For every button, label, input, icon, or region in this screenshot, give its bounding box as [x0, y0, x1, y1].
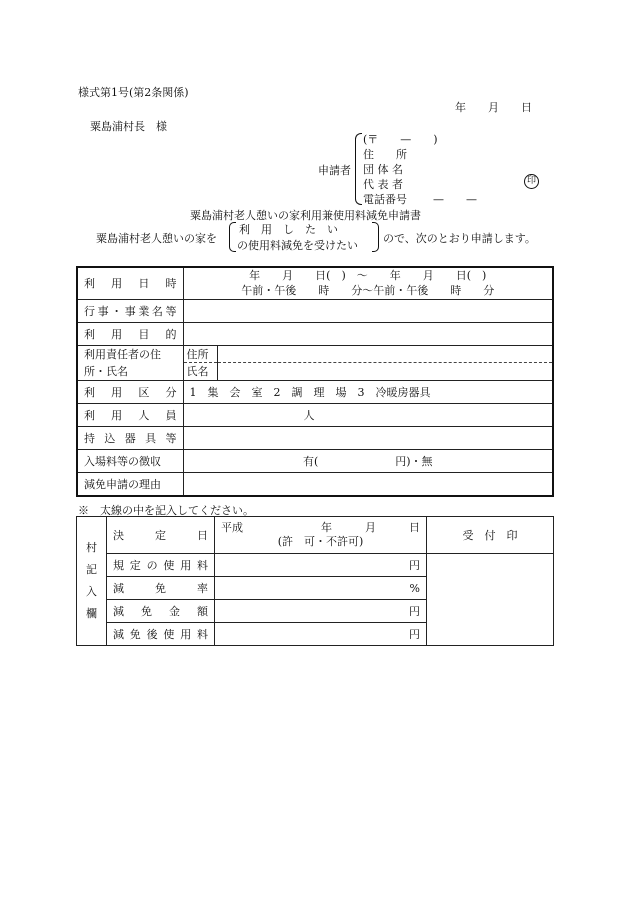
- applicant-brace: [355, 133, 362, 205]
- standard-fee-field[interactable]: 円: [215, 554, 427, 577]
- label-admission-fee: 入場料等の徴収: [77, 449, 183, 472]
- usage-datetime-field[interactable]: [183, 267, 553, 299]
- rep-label: 代 表 者: [363, 178, 403, 191]
- intro-option-use: 利 用 し た い: [239, 223, 338, 236]
- label-usage-datetime: 利 用 日 時: [77, 267, 183, 299]
- label-reduction-reason: 減免申請の理由: [77, 472, 183, 496]
- phone-label: 電話番号: [363, 193, 407, 206]
- responsible-address-field[interactable]: [217, 345, 553, 363]
- row-decision-date: [77, 517, 554, 554]
- intro-option-reduction: の使用料減免を受けたい: [237, 239, 358, 252]
- row-event-name: [77, 299, 553, 322]
- event-name-field[interactable]: [183, 299, 553, 322]
- org-label: 団 体 名: [363, 163, 403, 176]
- decision-date: 年 月 日: [321, 521, 420, 534]
- stamp-area: [427, 554, 554, 646]
- label-reduction-amount: 減 免 金 額: [107, 600, 215, 623]
- row-reduction-reason: [77, 472, 553, 496]
- addressee: 粟島浦村長 様: [90, 120, 167, 133]
- attendance-field[interactable]: 人: [183, 403, 553, 426]
- sub-label-address: 住所: [183, 345, 217, 363]
- side-char-1: 村: [86, 541, 97, 554]
- responsible-name-field[interactable]: [217, 363, 553, 381]
- reduction-reason-field[interactable]: [183, 472, 553, 496]
- intro-suffix: ので、次のとおり申請します。: [383, 232, 536, 245]
- reduction-rate-field[interactable]: %: [215, 577, 427, 600]
- phone-field[interactable]: — —: [433, 193, 477, 206]
- label-responsible-person: 利用責任者の住所・氏名: [77, 345, 183, 380]
- applicant-heading: 申請者: [318, 164, 351, 177]
- label-decision-date: 決 定 日: [107, 517, 215, 554]
- form-number: 様式第1号(第2条関係): [78, 86, 189, 99]
- row-responsible-person: [77, 345, 553, 363]
- side-char-4: 欄: [86, 607, 97, 620]
- reduction-amount-field[interactable]: 円: [215, 600, 427, 623]
- label-usage-purpose: 利 用 目 的: [77, 322, 183, 345]
- intro-brace-left: [229, 222, 236, 252]
- label-usage-category: 利 用 区 分: [77, 380, 183, 403]
- label-equipment: 持 込 器 具 等: [77, 426, 183, 449]
- row-usage-category: [77, 380, 553, 403]
- row-attendance: [77, 403, 553, 426]
- usage-purpose-field[interactable]: [183, 322, 553, 345]
- side-char-3: 入: [86, 585, 97, 598]
- side-char-2: 記: [86, 563, 97, 576]
- fee-after-reduction-field[interactable]: 円: [215, 623, 427, 646]
- label-event-name: 行 事 ・ 事 業 名 等: [77, 299, 183, 322]
- row-equipment: [77, 426, 553, 449]
- equipment-field[interactable]: [183, 426, 553, 449]
- label-fee-after-reduction: 減 免 後 使 用 料: [107, 623, 215, 646]
- label-standard-fee: 規 定 の 使 用 料: [107, 554, 215, 577]
- row-usage-datetime: [77, 267, 553, 299]
- seal-mark: 印: [524, 174, 539, 189]
- decision-permit-choice: (許 可・不許可): [277, 535, 364, 548]
- label-reduction-rate: 減 免 率: [107, 577, 215, 600]
- row-admission-fee: [77, 449, 553, 472]
- label-attendance: 利 用 人 員: [77, 403, 183, 426]
- intro-prefix: 粟島浦村老人憩いの家を: [96, 232, 217, 245]
- postal-field[interactable]: (〒 — ): [363, 133, 438, 146]
- decision-era: 平成: [221, 521, 243, 534]
- address-label: 住 所: [363, 148, 407, 161]
- village-side-label: [77, 517, 107, 646]
- intro-brace-right: [372, 222, 379, 252]
- document-title: 粟島浦村老人憩いの家利用兼使用料減免申請書: [190, 209, 421, 222]
- sub-label-name: 氏名: [183, 363, 217, 381]
- decision-date-field[interactable]: [215, 517, 427, 554]
- instruction-note: ※ 太線の中を記入してください。: [78, 504, 254, 517]
- row-usage-purpose: [77, 322, 553, 345]
- village-entry-table: [76, 516, 554, 646]
- date-line: 年 月 日: [455, 101, 532, 114]
- usage-category-field[interactable]: 1 集 会 室 2 調 理 場 3 冷暖房器具: [183, 380, 553, 403]
- usage-time-line: 午前・午後 時 分～午前・午後 時 分: [241, 284, 495, 298]
- main-application-table: [76, 266, 554, 497]
- admission-fee-field[interactable]: 有( 円)・無: [183, 449, 553, 472]
- row-standard-fee: [77, 554, 554, 577]
- label-stamp: 受 付 印: [427, 517, 554, 554]
- usage-date-line: 年 月 日( ) ～ 年 月 日( ): [249, 269, 487, 283]
